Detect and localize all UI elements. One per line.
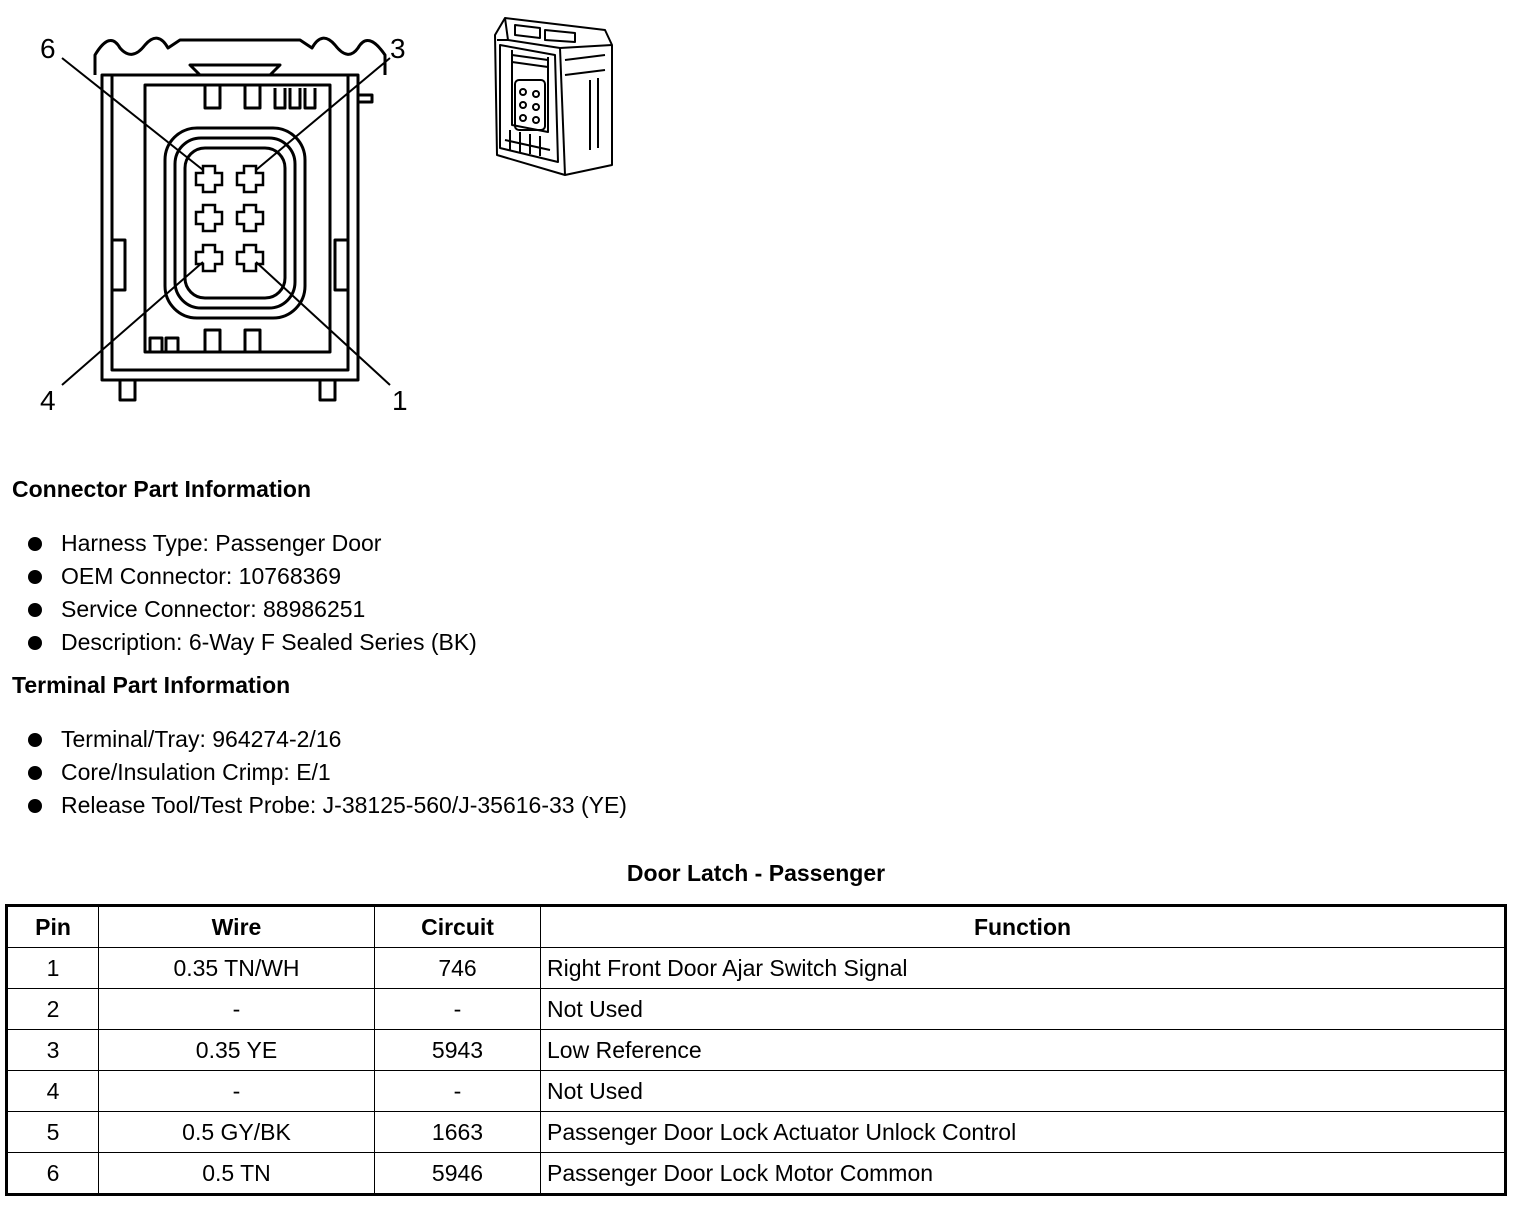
bullet-icon <box>28 603 42 617</box>
list-item <box>28 626 477 659</box>
list-item <box>28 723 627 756</box>
table-header-row <box>7 906 1506 948</box>
column-header-function: Function <box>541 906 1506 948</box>
list-item-text: Core/Insulation Crimp: E/1 <box>61 759 331 785</box>
cell-function: Low Reference <box>541 1030 1506 1071</box>
cell-function: Passenger Door Lock Actuator Unlock Control <box>541 1112 1506 1153</box>
cell-wire: - <box>99 1071 375 1112</box>
cell-pin: 4 <box>7 1071 99 1112</box>
cell-circuit: 746 <box>375 948 541 989</box>
list-item <box>28 593 477 626</box>
list-item-text: Release Tool/Test Probe: J-38125-560/J-35616-33 (YE) <box>61 792 627 818</box>
cell-circuit: 1663 <box>375 1112 541 1153</box>
cell-pin: 2 <box>7 989 99 1030</box>
table-row <box>7 1153 1506 1195</box>
cell-function: Right Front Door Ajar Switch Signal <box>541 948 1506 989</box>
bullet-icon <box>28 636 42 650</box>
bullet-icon <box>28 799 42 813</box>
list-item-text: OEM Connector: 10768369 <box>61 563 342 589</box>
cell-circuit: - <box>375 1071 541 1112</box>
bullet-icon <box>28 766 42 780</box>
cell-pin: 6 <box>7 1153 99 1195</box>
table-row <box>7 1112 1506 1153</box>
pinout-table <box>5 904 1507 1196</box>
table-row <box>7 1030 1506 1071</box>
bullet-icon <box>28 537 42 551</box>
cell-pin: 3 <box>7 1030 99 1071</box>
list-item-text: Harness Type: Passenger Door <box>61 530 382 556</box>
cell-wire: 0.5 TN <box>99 1153 375 1195</box>
cell-wire: 0.5 GY/BK <box>99 1112 375 1153</box>
list-item-text: Service Connector: 88986251 <box>61 596 366 622</box>
table-row <box>7 1071 1506 1112</box>
pin-cavities <box>196 166 263 271</box>
pin-label-3: 3 <box>390 33 406 64</box>
column-header-wire: Wire <box>99 906 375 948</box>
cell-pin: 1 <box>7 948 99 989</box>
terminal-part-info-list <box>28 723 627 822</box>
connector-part-info-list <box>28 527 477 659</box>
table-row <box>7 989 1506 1030</box>
list-item <box>28 756 627 789</box>
connector-diagram <box>0 0 700 430</box>
connector-part-info-heading: Connector Part Information <box>12 476 312 502</box>
list-item-text: Terminal/Tray: 964274-2/16 <box>61 726 342 752</box>
cell-circuit: 5946 <box>375 1153 541 1195</box>
cell-circuit: - <box>375 989 541 1030</box>
pin-label-4: 4 <box>40 385 56 416</box>
list-item <box>28 560 477 593</box>
cell-pin: 5 <box>7 1112 99 1153</box>
list-item <box>28 527 477 560</box>
table-row <box>7 948 1506 989</box>
terminal-part-info-heading: Terminal Part Information <box>12 672 291 698</box>
pin-label-1: 1 <box>392 385 408 416</box>
list-item <box>28 789 627 822</box>
list-item-text: Description: 6-Way F Sealed Series (BK) <box>61 629 477 655</box>
column-header-pin: Pin <box>7 906 99 948</box>
cell-function: Passenger Door Lock Motor Common <box>541 1153 1506 1195</box>
cell-function: Not Used <box>541 989 1506 1030</box>
cell-function: Not Used <box>541 1071 1506 1112</box>
pin-label-6: 6 <box>40 33 56 64</box>
bullet-icon <box>28 733 42 747</box>
connector-isometric-view <box>495 18 612 175</box>
cell-wire: 0.35 TN/WH <box>99 948 375 989</box>
table-title: Door Latch - Passenger <box>626 860 886 886</box>
column-header-circuit: Circuit <box>375 906 541 948</box>
bullet-icon <box>28 570 42 584</box>
cell-wire: 0.35 YE <box>99 1030 375 1071</box>
cell-circuit: 5943 <box>375 1030 541 1071</box>
cell-wire: - <box>99 989 375 1030</box>
